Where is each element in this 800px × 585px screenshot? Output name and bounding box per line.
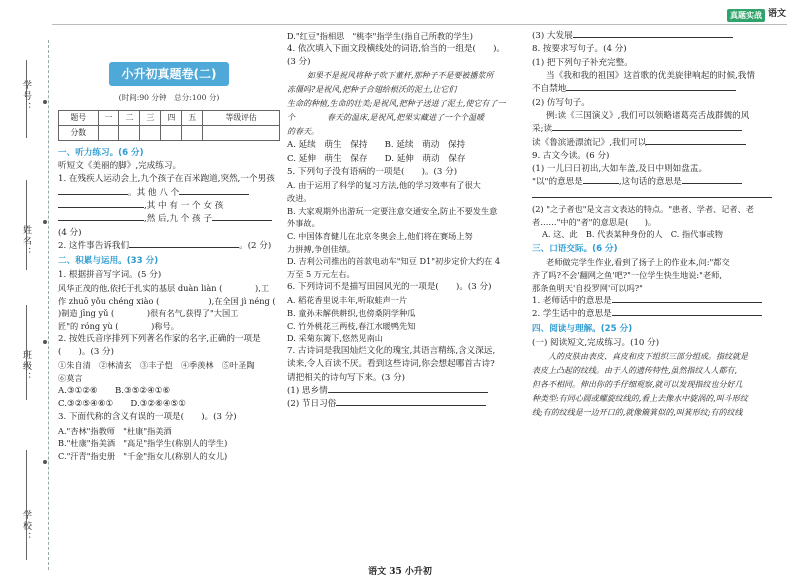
choice-option-cont: 外事故。	[287, 218, 320, 229]
question-7-item: (3) 大发展	[532, 31, 573, 41]
reading-instruction: (一) 阅读短文,完成练习。(10 分)	[532, 337, 660, 348]
binding-hole	[43, 460, 47, 464]
binding-hole	[43, 100, 47, 104]
question-8-sub: (1) 把下列句子补充完整。	[532, 57, 633, 68]
answer-blank[interactable]	[566, 90, 736, 91]
question-1-text: 。其 他 八 个	[128, 187, 180, 198]
name-order-question: ( )。(3 分)	[58, 347, 114, 358]
answer-blank[interactable]	[58, 194, 128, 195]
choice-option[interactable]: A. 稻花香里说丰年,听取蛙声一片	[287, 295, 408, 306]
column-2	[287, 30, 525, 412]
reading-passage: 表皮上凸起的纹线。由于人的遗传特性,虽然指纹人人都有,	[532, 365, 738, 375]
question-9-text: "以"的意思是	[532, 177, 583, 188]
school-line[interactable]	[26, 450, 27, 560]
binding-margin	[4, 40, 49, 570]
binding-hole	[43, 220, 47, 224]
question-8-sub: (2) 仿写句子。	[532, 97, 590, 108]
score-cell[interactable]	[182, 125, 203, 140]
passage-text: 生命的种植,生命的壮美;是祝风,把种子送进了泥土,使它有了一	[287, 99, 506, 109]
question-9-text: 9. 古文今读。(6 分)	[532, 150, 610, 161]
class-label: 班级：	[20, 350, 31, 383]
question-5-text: 5. 下列句子没有语病的一项是( )。(3 分)	[287, 166, 458, 177]
answer-blank[interactable]	[58, 220, 144, 221]
question-7-text: 读来,令人百读不厌。看到这些诗词,你会想起哪首古诗?	[287, 359, 495, 370]
oral-passage: 老师做完学生作业,看到了扬子上的作业本,问:"都交	[546, 257, 730, 268]
header-subject: 语文	[767, 9, 786, 20]
passage-text: 的春天。	[287, 127, 319, 137]
answer-blank[interactable]	[179, 194, 249, 195]
score-cell[interactable]	[98, 125, 119, 140]
answer-blank[interactable]	[612, 315, 762, 316]
exam-title: 小升初真题卷(二)	[109, 62, 229, 86]
question-1-text: ,然 后,九 个 孩 子	[144, 214, 212, 225]
binding-hole	[43, 340, 47, 344]
question-4-score: (3 分)	[287, 57, 311, 68]
column-3	[532, 30, 777, 420]
answer-blank[interactable]	[336, 405, 486, 406]
question-8-text: 不自禁地	[532, 84, 567, 95]
question-4-text: 4. 依次填入下面文段横线处的词语,恰当的一组是( )。	[287, 43, 506, 54]
score-row-label: 分数	[59, 125, 99, 140]
reading-passage: 线;有的纹线是一边开口的,就像簸箕似的,叫箕形纹;有的纹线	[532, 407, 743, 417]
reading-passage: 种类型:有同心圆或螺旋纹线的,看上去像水中旋涡的,叫斗形纹	[532, 393, 748, 403]
choice-option[interactable]: A. 延续 萌生 保持 B. 延续 萌动 保持	[287, 140, 466, 151]
score-cell[interactable]	[119, 125, 140, 140]
score-cell[interactable]	[203, 125, 280, 140]
passage-text: 个 春天的温床,是祝风,把果实藏进了一个个温暖	[287, 113, 485, 123]
name-options: ⑥莫言	[58, 373, 83, 384]
choice-option[interactable]: C. 延伸 萌生 保存 D. 延伸 萌动 保存	[287, 153, 466, 164]
name-order-question: 2. 按姓氏音序排列下列著名作家的名字,正确的一项是	[58, 333, 261, 344]
choice-option-cont: 万至 5 万元左右。	[287, 269, 355, 280]
page-number: 语文 35 小升初	[368, 567, 432, 577]
question-7-item: (2) 节日习俗	[287, 399, 337, 410]
question-9-text: 者……"中的"者"的意思是( )。	[532, 216, 657, 227]
question-8-text: 8. 按要求写句子。(4 分)	[532, 44, 627, 55]
choice-option[interactable]: C.③②⑤④⑥① D.③②⑥④⑤①	[58, 399, 186, 410]
choice-option-cont: 改进。	[287, 192, 312, 203]
score-head: 等级评估	[203, 110, 280, 125]
pinyin-passage: 匠"的 róng yù ( )称号。	[58, 321, 179, 331]
choice-option[interactable]: D. 吉利公司推出的首款电动车"知豆 D1"初步定价大约在 4	[287, 256, 501, 267]
page-footer	[0, 566, 800, 580]
passage-text: 冻僵吗?是祝风,把种子合翅给根沃的泥土,让它们	[287, 85, 457, 95]
answer-blank[interactable]	[573, 37, 733, 38]
choice-option[interactable]: A.③①②⑥ B.③⑤②④①⑥	[58, 385, 171, 396]
section-reading: 四、阅读与理解。(25 分)	[532, 324, 633, 335]
pinyin-passage: )制造 jīng yǔ ( )很有名气,获得了"大国工	[58, 308, 239, 319]
section-listening: 一、听力练习。(6 分)	[58, 147, 144, 158]
answer-blank[interactable]	[58, 207, 144, 208]
choice-option[interactable]: A. 由于运用了科学的复习方法,他的学习效率有了很大	[287, 180, 481, 191]
question-1-score: (4 分)	[58, 227, 82, 238]
score-head: 五	[182, 110, 203, 125]
pinyin-passage: 作 zhuō yǒu chéng xiào ( ),在全国 jì néng (	[58, 295, 276, 306]
reading-passage: 人的皮肤由表皮、真皮和皮下组织三部分组成。指纹就是	[548, 351, 748, 361]
question-8-text: 读《鲁滨逊漂流记》,我们可以	[532, 137, 647, 148]
school-label: 学校：	[20, 510, 31, 543]
answer-blank[interactable]	[583, 183, 619, 184]
exam-subtitle: (时间:90 分钟 总分:100 分)	[118, 93, 220, 102]
question-2-score: 。(2 分)	[239, 240, 272, 251]
score-table	[58, 110, 280, 141]
column-1	[58, 30, 280, 463]
choice-option-cont: 力拼搏,争创佳绩。	[287, 243, 356, 254]
score-cell[interactable]	[161, 125, 182, 140]
answer-blank[interactable]	[129, 247, 239, 248]
answer-blank[interactable]	[532, 197, 772, 198]
student-no-label: 学号：	[20, 80, 31, 113]
choice-option[interactable]: B. 大家观期外出游玩一定要注意交通安全,防止不要发生意	[287, 205, 498, 216]
score-head: 一	[98, 110, 119, 125]
question-9-sub: (1) 一儿曰日初出,大如车盖,及日中则如盘盂。	[532, 164, 708, 175]
answer-blank[interactable]	[328, 392, 488, 393]
top-rule	[52, 24, 787, 25]
question-9-sub: (2) "之子者也"是文言文表达的特点。"患者、学者、记者、老	[532, 204, 754, 215]
question-7-item: (1) 思乡情	[287, 385, 328, 396]
question-7-text: 请把相关的诗句写下来。(3 分)	[287, 372, 406, 383]
choice-option[interactable]: C. 中国体育健儿在北京冬奥会上,他们将在赛场上努	[287, 231, 473, 242]
question-9-text: ,这句话的意思是	[618, 177, 682, 188]
score-head: 二	[119, 110, 140, 125]
choice-option[interactable]: D. 采菊东篱下,悠然见南山	[287, 333, 383, 344]
answer-blank[interactable]	[682, 183, 742, 184]
answer-blank[interactable]	[552, 130, 742, 131]
oral-question: 2. 学生话中的意思是	[532, 308, 612, 319]
class-line[interactable]	[26, 305, 27, 400]
section-accumulation: 二、积累与运用。(33 分)	[58, 256, 159, 267]
section-oral: 三、口语交际。(6 分)	[532, 244, 618, 255]
question-1-text: ,其 中 有 一 个 女 孩	[144, 201, 224, 212]
score-head: 三	[140, 110, 161, 125]
oral-question: 1. 老师话中的意思是	[532, 295, 612, 306]
oral-passage: 齐了吗?不会'翻网之鱼'吧?"一位学生快生地说:"老师,	[532, 270, 722, 281]
question-8-text: 采;读	[532, 124, 553, 135]
question-8-text: 当《我和我的祖国》这首歌的优美旋律响起的时候,我情	[546, 70, 755, 81]
answer-blank[interactable]	[212, 220, 272, 221]
name-label: 姓名：	[20, 225, 31, 258]
choice-option[interactable]: A. 这、此 B. 代表某种身份的人 C. 指代事或物	[542, 229, 723, 240]
oral-passage: 那条鱼明天'自投罗网'可以吗?"	[532, 282, 643, 293]
choice-option[interactable]: C. 竹外桃花三两枝,春江水暖鸭先知	[287, 320, 416, 331]
score-cell[interactable]	[140, 125, 161, 140]
answer-blank[interactable]	[612, 302, 762, 303]
choice-option[interactable]: A."杏林"指教师 "杜康"指美酒	[58, 425, 172, 436]
alias-question: 3. 下面代称的含义有误的一项是( )。(3 分)	[58, 412, 237, 423]
question-8-text: 例:读《三国演义》,我们可以领略诸葛亮舌战群儒的风	[546, 110, 750, 121]
name-line[interactable]	[26, 180, 27, 270]
page-header	[727, 8, 786, 22]
choice-option[interactable]: C."汗青"指史册 "千金"指女儿(称别人的女儿)	[58, 451, 228, 462]
reading-passage: 但各不相同。伸出你的手仔细观察,就可以发现指纹也分好几	[532, 379, 743, 389]
student-no-line[interactable]	[26, 60, 27, 138]
question-1-text: 1. 在残疾人运动会上,九个孩子在百米跑道,突然,一个男孩	[58, 174, 275, 185]
listening-intro: 听短文《美丽的脚》,完成练习。	[58, 161, 182, 172]
answer-blank[interactable]	[646, 144, 746, 145]
question-6-text: 6. 下列诗词不是描写田园风光的一项是( )。(3 分)	[287, 281, 492, 292]
score-head: 四	[161, 110, 182, 125]
pinyin-passage: 风华正茂的他,依托于扎实的基层 duàn liàn ( ),工	[58, 282, 270, 293]
question-2-text: 2. 这件事告诉我们	[58, 240, 130, 251]
pinyin-question: 1. 根据拼音写字词。(5 分)	[58, 269, 162, 280]
name-options: ①朱自清 ②林清玄 ③丰子恺 ④季羡林 ⑤叶圣陶	[58, 360, 255, 371]
choice-option[interactable]: B. 童孙未解供耕织,也傍桑阴学种瓜	[287, 307, 416, 318]
choice-option[interactable]: B."杜康"指美酒 "高足"指学生(称别人的学生)	[58, 438, 228, 449]
header-badge: 真题实战	[727, 9, 765, 22]
score-head: 题号	[59, 110, 99, 125]
choice-option[interactable]: D."红豆"指相思 "桃李"指学生(指自己所教的学生)	[287, 31, 473, 41]
passage-text: 如果不是祝风将种子吹下董杆,那种子不是要被播浆所	[307, 71, 494, 81]
question-7-text: 7. 古诗词是我国灿烂文化的瑰宝,其语言精练,含义深远,	[287, 346, 496, 357]
